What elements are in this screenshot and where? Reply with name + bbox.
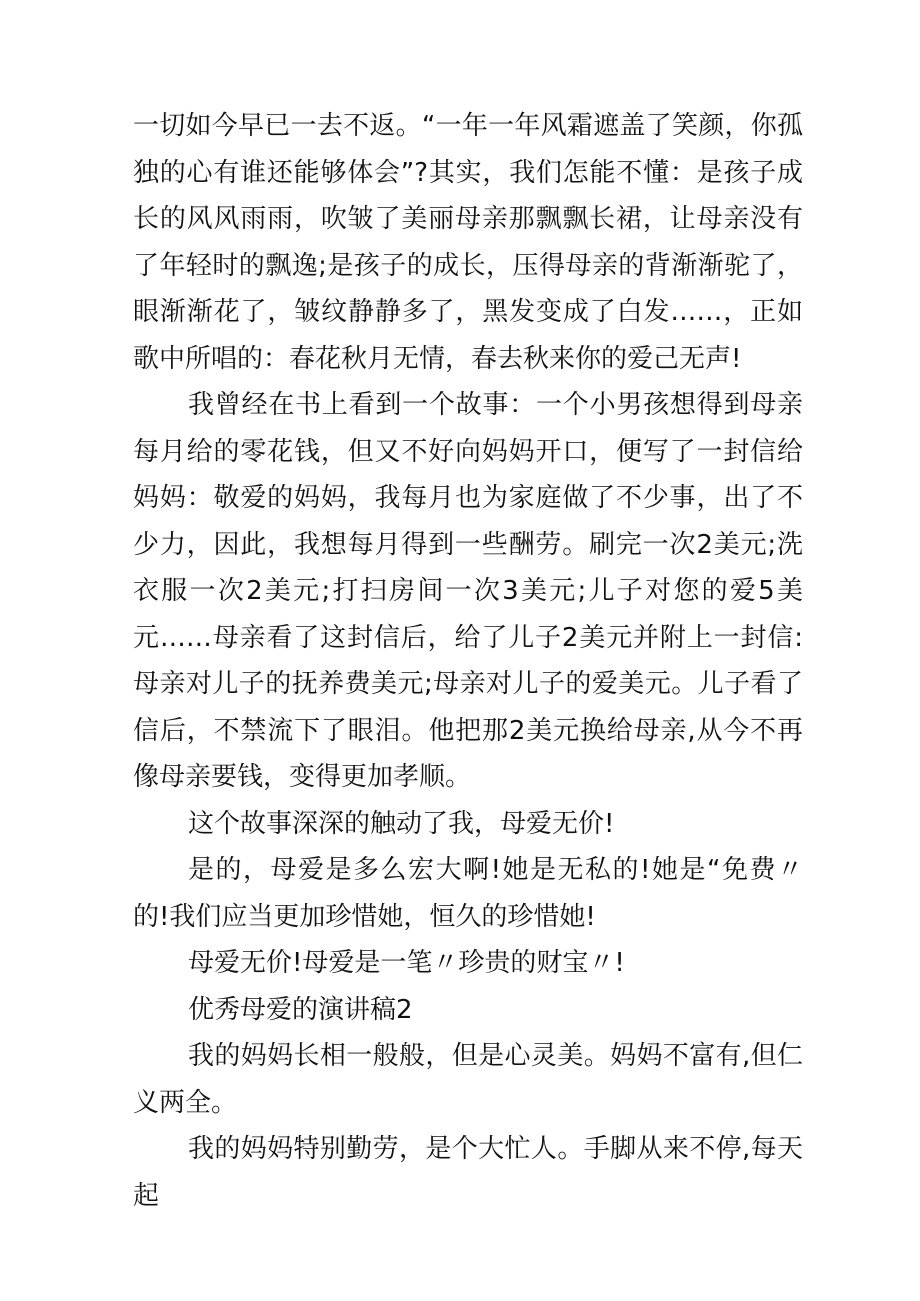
- paragraph-8: 我的妈妈特别勤劳，是个大忙人。手脚从来不停,每天起: [133, 1134, 803, 1211]
- section-heading: 优秀母爱的演讲稿2: [188, 994, 413, 1025]
- paragraph-1: 一切如今早已一去不返。“一年一年风霜遮盖了笑颜，你孤独的心有谁还能够体会”?其实，我们怎能不懂：是孩子成长的风风雨雨，吹皱了美丽母亲那飘飘长裙，让母亲没有了年轻时的飘逸;是孩子的成长，压得母亲的背渐渐驼了，眼渐渐花了，皱纹静静多了，黑发变成了白发……，正如歌中所唱的：春花秋月无情，春去秋来你的爱己无声!: [133, 111, 803, 374]
- paragraph-7: 我的妈妈长相一般般，但是心灵美。妈妈不富有,但仁义两全。: [133, 1041, 803, 1118]
- paragraph-3: 这个故事深深的触动了我，母爱无价!: [188, 808, 615, 839]
- paragraph-2: 我曾经在书上看到一个故事：一个小男孩想得到母亲每月给的零花钱，但又不好向妈妈开口，便写了一封信给妈妈：敬爱的妈妈，我每月也为家庭做了不少事，出了不少力，因此，我想每月得到一些酬劳。刷完一次2美元;洗衣服一次2美元;打扫房间一次3美元;儿子对您的爱5美元……母亲看了这封信后，给了儿子2美元并附上一封信:母亲对儿子的抚养费美元;母亲对儿子的爱美元。儿子看了信后，不禁流下了眼泪。他把那2美元换给母亲,从今不再像母亲要钱，变得更加孝顺。: [133, 390, 803, 792]
- paragraph-5: 母爱无价!母爱是一笔〃珍贵的财宝〃!: [188, 948, 625, 978]
- paragraph-4: 是的，母爱是多么宏大啊!她是无私的!她是“免费〃的!我们应当更加珍惜她，恒久的珍惜她!: [133, 855, 803, 932]
- document-body: [133, 103, 803, 1219]
